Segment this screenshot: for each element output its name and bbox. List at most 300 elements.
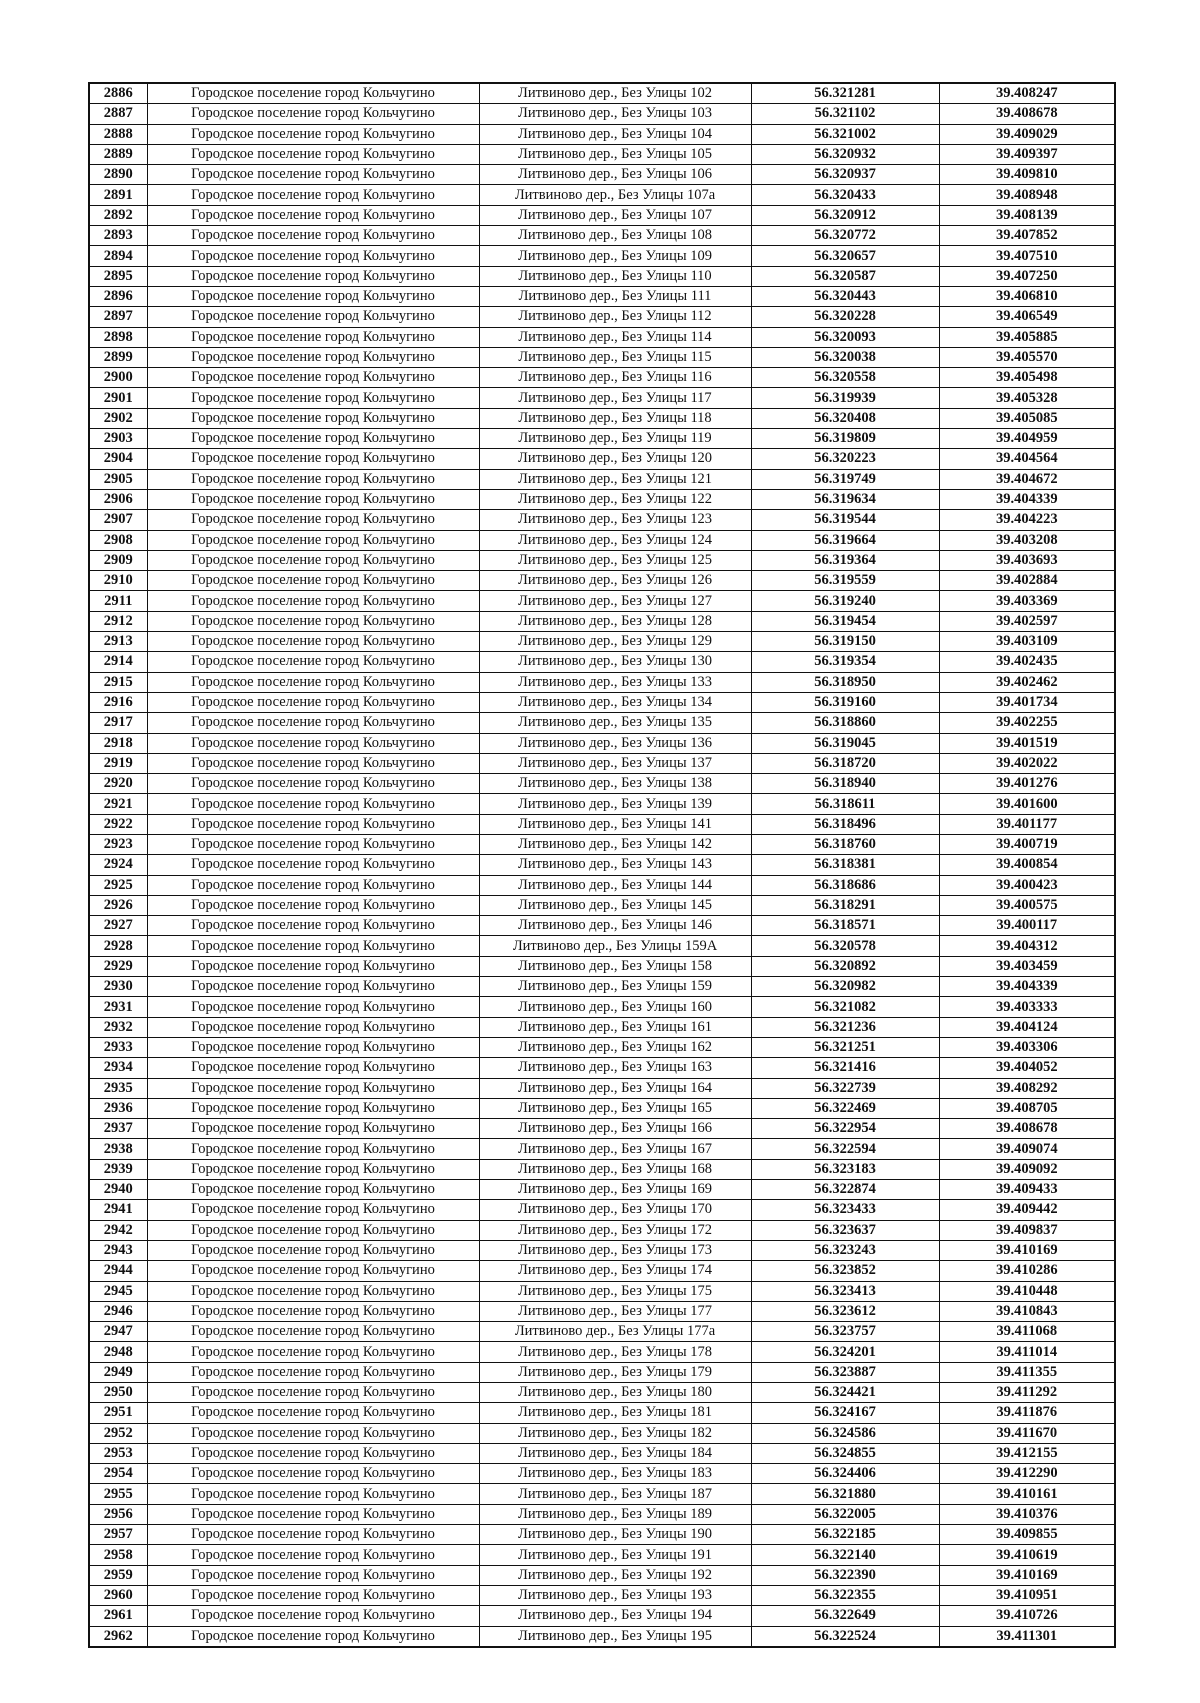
settlement-cell: Городское поселение город Кольчугино [147,753,479,773]
row-number-cell: 2937 [89,1119,147,1139]
settlement-cell: Городское поселение город Кольчугино [147,936,479,956]
latitude-cell: 56.319809 [751,429,939,449]
settlement-cell: Городское поселение город Кольчугино [147,185,479,205]
latitude-cell: 56.320443 [751,286,939,306]
latitude-cell: 56.318291 [751,895,939,915]
latitude-cell: 56.319150 [751,632,939,652]
settlement-cell: Городское поселение город Кольчугино [147,692,479,712]
longitude-cell: 39.411292 [939,1383,1115,1403]
settlement-cell: Городское поселение город Кольчугино [147,1484,479,1504]
address-cell: Литвиново дер., Без Улицы 118 [479,408,751,428]
table-row [89,1626,1115,1647]
settlement-cell: Городское поселение город Кольчугино [147,1423,479,1443]
row-number-cell: 2903 [89,429,147,449]
row-number-cell: 2962 [89,1626,147,1647]
row-number-cell: 2925 [89,875,147,895]
settlement-cell: Городское поселение город Кольчугино [147,1281,479,1301]
settlement-cell: Городское поселение город Кольчугино [147,713,479,733]
settlement-cell: Городское поселение город Кольчугино [147,1342,479,1362]
address-cell: Литвиново дер., Без Улицы 103 [479,104,751,124]
row-number-cell: 2910 [89,571,147,591]
settlement-cell: Городское поселение город Кольчугино [147,652,479,672]
address-cell: Литвиново дер., Без Улицы 110 [479,266,751,286]
latitude-cell: 56.322524 [751,1626,939,1647]
table-row [89,1301,1115,1321]
row-number-cell: 2941 [89,1200,147,1220]
latitude-cell: 56.323612 [751,1301,939,1321]
latitude-cell: 56.322469 [751,1098,939,1118]
settlement-cell: Городское поселение город Кольчугино [147,205,479,225]
settlement-cell: Городское поселение город Кольчугино [147,429,479,449]
table-row [89,408,1115,428]
address-cell: Литвиново дер., Без Улицы 121 [479,469,751,489]
table-row [89,1281,1115,1301]
settlement-cell: Городское поселение город Кольчугино [147,834,479,854]
row-number-cell: 2927 [89,916,147,936]
address-cell: Литвиново дер., Без Улицы 142 [479,834,751,854]
longitude-cell: 39.402255 [939,713,1115,733]
address-cell: Литвиново дер., Без Улицы 182 [479,1423,751,1443]
row-number-cell: 2956 [89,1504,147,1524]
latitude-cell: 56.323413 [751,1281,939,1301]
row-number-cell: 2953 [89,1443,147,1463]
settlement-cell: Городское поселение город Кольчугино [147,1362,479,1382]
latitude-cell: 56.323887 [751,1362,939,1382]
address-cell: Литвиново дер., Без Улицы 120 [479,449,751,469]
address-cell: Литвиново дер., Без Улицы 137 [479,753,751,773]
table-row [89,368,1115,388]
row-number-cell: 2940 [89,1180,147,1200]
row-number-cell: 2915 [89,672,147,692]
settlement-cell: Городское поселение город Кольчугино [147,489,479,509]
address-cell: Литвиново дер., Без Улицы 168 [479,1159,751,1179]
latitude-cell: 56.321102 [751,104,939,124]
longitude-cell: 39.403208 [939,530,1115,550]
longitude-cell: 39.406810 [939,286,1115,306]
address-cell: Литвиново дер., Без Улицы 162 [479,1037,751,1057]
longitude-cell: 39.402435 [939,652,1115,672]
row-number-cell: 2951 [89,1403,147,1423]
latitude-cell: 56.321416 [751,1058,939,1078]
row-number-cell: 2892 [89,205,147,225]
address-cell: Литвиново дер., Без Улицы 193 [479,1585,751,1605]
longitude-cell: 39.408678 [939,104,1115,124]
address-cell: Литвиново дер., Без Улицы 111 [479,286,751,306]
table-row [89,733,1115,753]
settlement-cell: Городское поселение город Кольчугино [147,956,479,976]
longitude-cell: 39.402462 [939,672,1115,692]
row-number-cell: 2888 [89,124,147,144]
row-number-cell: 2886 [89,83,147,104]
address-cell: Литвиново дер., Без Улицы 122 [479,489,751,509]
address-cell: Литвиново дер., Без Улицы 183 [479,1464,751,1484]
address-cell: Литвиново дер., Без Улицы 165 [479,1098,751,1118]
settlement-cell: Городское поселение город Кольчугино [147,1139,479,1159]
longitude-cell: 39.405885 [939,327,1115,347]
address-cell: Литвиново дер., Без Улицы 169 [479,1180,751,1200]
settlement-cell: Городское поселение город Кольчугино [147,875,479,895]
table-row [89,449,1115,469]
table-row [89,895,1115,915]
row-number-cell: 2939 [89,1159,147,1179]
settlement-cell: Городское поселение город Кольчугино [147,266,479,286]
latitude-cell: 56.324855 [751,1443,939,1463]
table-row [89,550,1115,570]
latitude-cell: 56.322954 [751,1119,939,1139]
address-cell: Литвиново дер., Без Улицы 192 [479,1565,751,1585]
row-number-cell: 2950 [89,1383,147,1403]
settlement-cell: Городское поселение город Кольчугино [147,1443,479,1463]
longitude-cell: 39.408139 [939,205,1115,225]
address-cell: Литвиново дер., Без Улицы 195 [479,1626,751,1647]
table-row [89,1017,1115,1037]
latitude-cell: 56.324586 [751,1423,939,1443]
address-cell: Литвиново дер., Без Улицы 136 [479,733,751,753]
settlement-cell: Городское поселение город Кольчугино [147,591,479,611]
settlement-cell: Городское поселение город Кольчугино [147,1159,479,1179]
table-row [89,1383,1115,1403]
row-number-cell: 2934 [89,1058,147,1078]
address-cell: Литвиново дер., Без Улицы 180 [479,1383,751,1403]
latitude-cell: 56.321002 [751,124,939,144]
settlement-cell: Городское поселение город Кольчугино [147,571,479,591]
address-cell: Литвиново дер., Без Улицы 178 [479,1342,751,1362]
table-row [89,632,1115,652]
longitude-cell: 39.405570 [939,347,1115,367]
row-number-cell: 2932 [89,1017,147,1037]
longitude-cell: 39.412290 [939,1464,1115,1484]
table-row [89,1119,1115,1139]
latitude-cell: 56.320223 [751,449,939,469]
table-row [89,1322,1115,1342]
longitude-cell: 39.403693 [939,550,1115,570]
latitude-cell: 56.321236 [751,1017,939,1037]
latitude-cell: 56.319240 [751,591,939,611]
latitude-cell: 56.318720 [751,753,939,773]
latitude-cell: 56.318760 [751,834,939,854]
address-cell: Литвиново дер., Без Улицы 181 [479,1403,751,1423]
latitude-cell: 56.319045 [751,733,939,753]
table-row [89,1606,1115,1626]
latitude-cell: 56.324421 [751,1383,939,1403]
latitude-cell: 56.318571 [751,916,939,936]
table-row [89,672,1115,692]
address-cell: Литвиново дер., Без Улицы 160 [479,997,751,1017]
row-number-cell: 2906 [89,489,147,509]
row-number-cell: 2929 [89,956,147,976]
settlement-cell: Городское поселение город Кольчугино [147,1098,479,1118]
table-row [89,1240,1115,1260]
row-number-cell: 2902 [89,408,147,428]
row-number-cell: 2896 [89,286,147,306]
latitude-cell: 56.322005 [751,1504,939,1524]
settlement-cell: Городское поселение город Кольчугино [147,1058,479,1078]
row-number-cell: 2895 [89,266,147,286]
longitude-cell: 39.403369 [939,591,1115,611]
row-number-cell: 2959 [89,1565,147,1585]
longitude-cell: 39.409837 [939,1220,1115,1240]
longitude-cell: 39.400719 [939,834,1115,854]
latitude-cell: 56.323852 [751,1261,939,1281]
row-number-cell: 2930 [89,977,147,997]
row-number-cell: 2949 [89,1362,147,1382]
latitude-cell: 56.323757 [751,1322,939,1342]
latitude-cell: 56.323637 [751,1220,939,1240]
longitude-cell: 39.409074 [939,1139,1115,1159]
row-number-cell: 2942 [89,1220,147,1240]
address-cell: Литвиново дер., Без Улицы 104 [479,124,751,144]
row-number-cell: 2887 [89,104,147,124]
address-cell: Литвиново дер., Без Улицы 159А [479,936,751,956]
longitude-cell: 39.404339 [939,977,1115,997]
settlement-cell: Городское поселение город Кольчугино [147,1585,479,1605]
settlement-cell: Городское поселение город Кольчугино [147,165,479,185]
row-number-cell: 2961 [89,1606,147,1626]
longitude-cell: 39.407510 [939,246,1115,266]
table-row [89,571,1115,591]
latitude-cell: 56.318496 [751,814,939,834]
settlement-cell: Городское поселение город Кольчугино [147,1180,479,1200]
table-row [89,1037,1115,1057]
longitude-cell: 39.400423 [939,875,1115,895]
table-row [89,1443,1115,1463]
address-cell: Литвиново дер., Без Улицы 115 [479,347,751,367]
longitude-cell: 39.406549 [939,307,1115,327]
latitude-cell: 56.318950 [751,672,939,692]
settlement-cell: Городское поселение город Кольчугино [147,1301,479,1321]
longitude-cell: 39.401177 [939,814,1115,834]
address-cell: Литвиново дер., Без Улицы 166 [479,1119,751,1139]
longitude-cell: 39.404124 [939,1017,1115,1037]
address-cell: Литвиново дер., Без Улицы 129 [479,632,751,652]
latitude-cell: 56.318686 [751,875,939,895]
settlement-cell: Городское поселение город Кольчугино [147,1565,479,1585]
table-row [89,713,1115,733]
longitude-cell: 39.410619 [939,1545,1115,1565]
table-row [89,652,1115,672]
latitude-cell: 56.319559 [751,571,939,591]
table-row [89,814,1115,834]
address-cell: Литвиново дер., Без Улицы 190 [479,1525,751,1545]
address-register-sheet [88,82,1114,1648]
longitude-cell: 39.412155 [939,1443,1115,1463]
longitude-cell: 39.404959 [939,429,1115,449]
latitude-cell: 56.319364 [751,550,939,570]
address-cell: Литвиново дер., Без Улицы 123 [479,510,751,530]
row-number-cell: 2923 [89,834,147,854]
settlement-cell: Городское поселение город Кольчугино [147,124,479,144]
row-number-cell: 2912 [89,611,147,631]
settlement-cell: Городское поселение город Кольчугино [147,550,479,570]
longitude-cell: 39.400854 [939,855,1115,875]
table-row [89,510,1115,530]
address-cell: Литвиново дер., Без Улицы 108 [479,226,751,246]
row-number-cell: 2920 [89,774,147,794]
row-number-cell: 2957 [89,1525,147,1545]
address-cell: Литвиново дер., Без Улицы 126 [479,571,751,591]
settlement-cell: Городское поселение город Кольчугино [147,226,479,246]
table-row [89,124,1115,144]
address-cell: Литвиново дер., Без Улицы 127 [479,591,751,611]
table-row [89,916,1115,936]
table-row [89,1565,1115,1585]
latitude-cell: 56.320578 [751,936,939,956]
settlement-cell: Городское поселение город Кольчугино [147,977,479,997]
longitude-cell: 39.407250 [939,266,1115,286]
latitude-cell: 56.324406 [751,1464,939,1484]
longitude-cell: 39.400117 [939,916,1115,936]
longitude-cell: 39.403109 [939,632,1115,652]
table-row [89,205,1115,225]
latitude-cell: 56.319544 [751,510,939,530]
longitude-cell: 39.409029 [939,124,1115,144]
table-row [89,611,1115,631]
address-cell: Литвиново дер., Без Улицы 146 [479,916,751,936]
address-cell: Литвиново дер., Без Улицы 112 [479,307,751,327]
table-row [89,977,1115,997]
settlement-cell: Городское поселение город Кольчугино [147,794,479,814]
address-cell: Литвиново дер., Без Улицы 133 [479,672,751,692]
latitude-cell: 56.322874 [751,1180,939,1200]
table-row [89,347,1115,367]
table-row [89,1200,1115,1220]
longitude-cell: 39.401519 [939,733,1115,753]
row-number-cell: 2899 [89,347,147,367]
settlement-cell: Городское поселение город Кольчугино [147,347,479,367]
settlement-cell: Городское поселение город Кольчугино [147,774,479,794]
longitude-cell: 39.404339 [939,489,1115,509]
settlement-cell: Городское поселение город Кольчугино [147,1119,479,1139]
table-row [89,774,1115,794]
longitude-cell: 39.411301 [939,1626,1115,1647]
settlement-cell: Городское поселение город Кольчугино [147,286,479,306]
longitude-cell: 39.408247 [939,83,1115,104]
row-number-cell: 2947 [89,1322,147,1342]
row-number-cell: 2958 [89,1545,147,1565]
row-number-cell: 2900 [89,368,147,388]
address-cell: Литвиново дер., Без Улицы 173 [479,1240,751,1260]
settlement-cell: Городское поселение город Кольчугино [147,104,479,124]
longitude-cell: 39.408948 [939,185,1115,205]
longitude-cell: 39.403333 [939,997,1115,1017]
address-cell: Литвиново дер., Без Улицы 106 [479,165,751,185]
settlement-cell: Городское поселение город Кольчугино [147,449,479,469]
longitude-cell: 39.410286 [939,1261,1115,1281]
latitude-cell: 56.320982 [751,977,939,997]
address-cell: Литвиново дер., Без Улицы 138 [479,774,751,794]
address-cell: Литвиново дер., Без Улицы 179 [479,1362,751,1382]
address-cell: Литвиново дер., Без Улицы 163 [479,1058,751,1078]
latitude-cell: 56.320892 [751,956,939,976]
settlement-cell: Городское поселение город Кольчугино [147,327,479,347]
address-cell: Литвиново дер., Без Улицы 125 [479,550,751,570]
row-number-cell: 2913 [89,632,147,652]
longitude-cell: 39.402597 [939,611,1115,631]
latitude-cell: 56.320937 [751,165,939,185]
table-row [89,327,1115,347]
settlement-cell: Городское поселение город Кольчугино [147,307,479,327]
latitude-cell: 56.323243 [751,1240,939,1260]
longitude-cell: 39.411068 [939,1322,1115,1342]
longitude-cell: 39.410376 [939,1504,1115,1524]
settlement-cell: Городское поселение город Кольчугино [147,1504,479,1524]
address-table [88,82,1116,1648]
row-number-cell: 2901 [89,388,147,408]
row-number-cell: 2891 [89,185,147,205]
row-number-cell: 2954 [89,1464,147,1484]
row-number-cell: 2914 [89,652,147,672]
table-row [89,104,1115,124]
address-cell: Литвиново дер., Без Улицы 174 [479,1261,751,1281]
latitude-cell: 56.322140 [751,1545,939,1565]
address-cell: Литвиново дер., Без Улицы 143 [479,855,751,875]
settlement-cell: Городское поселение город Кольчугино [147,1464,479,1484]
table-row [89,1504,1115,1524]
row-number-cell: 2955 [89,1484,147,1504]
address-cell: Литвиново дер., Без Улицы 109 [479,246,751,266]
table-row [89,1484,1115,1504]
settlement-cell: Городское поселение город Кольчугино [147,1200,479,1220]
latitude-cell: 56.320772 [751,226,939,246]
latitude-cell: 56.319939 [751,388,939,408]
row-number-cell: 2911 [89,591,147,611]
table-row [89,429,1115,449]
latitude-cell: 56.323183 [751,1159,939,1179]
latitude-cell: 56.324201 [751,1342,939,1362]
address-cell: Литвиново дер., Без Улицы 144 [479,875,751,895]
longitude-cell: 39.411876 [939,1403,1115,1423]
table-row [89,1403,1115,1423]
latitude-cell: 56.320228 [751,307,939,327]
table-row [89,794,1115,814]
row-number-cell: 2946 [89,1301,147,1321]
row-number-cell: 2909 [89,550,147,570]
row-number-cell: 2933 [89,1037,147,1057]
row-number-cell: 2894 [89,246,147,266]
settlement-cell: Городское поселение город Кольчугино [147,895,479,915]
settlement-cell: Городское поселение город Кольчугино [147,855,479,875]
table-row [89,692,1115,712]
row-number-cell: 2898 [89,327,147,347]
row-number-cell: 2943 [89,1240,147,1260]
address-cell: Литвиново дер., Без Улицы 191 [479,1545,751,1565]
settlement-cell: Городское поселение город Кольчугино [147,632,479,652]
longitude-cell: 39.403459 [939,956,1115,976]
table-row [89,266,1115,286]
address-cell: Литвиново дер., Без Улицы 128 [479,611,751,631]
longitude-cell: 39.407852 [939,226,1115,246]
address-cell: Литвиново дер., Без Улицы 177 [479,1301,751,1321]
settlement-cell: Городское поселение город Кольчугино [147,1261,479,1281]
address-cell: Литвиново дер., Без Улицы 139 [479,794,751,814]
settlement-cell: Городское поселение город Кольчугино [147,814,479,834]
table-row [89,1078,1115,1098]
longitude-cell: 39.405498 [939,368,1115,388]
longitude-cell: 39.410161 [939,1484,1115,1504]
settlement-cell: Городское поселение город Кольчугино [147,1078,479,1098]
longitude-cell: 39.401276 [939,774,1115,794]
longitude-cell: 39.410726 [939,1606,1115,1626]
longitude-cell: 39.411670 [939,1423,1115,1443]
address-cell: Литвиново дер., Без Улицы 164 [479,1078,751,1098]
longitude-cell: 39.405328 [939,388,1115,408]
longitude-cell: 39.405085 [939,408,1115,428]
settlement-cell: Городское поселение город Кольчугино [147,83,479,104]
row-number-cell: 2922 [89,814,147,834]
table-row [89,997,1115,1017]
settlement-cell: Городское поселение город Кольчугино [147,1403,479,1423]
table-row [89,165,1115,185]
